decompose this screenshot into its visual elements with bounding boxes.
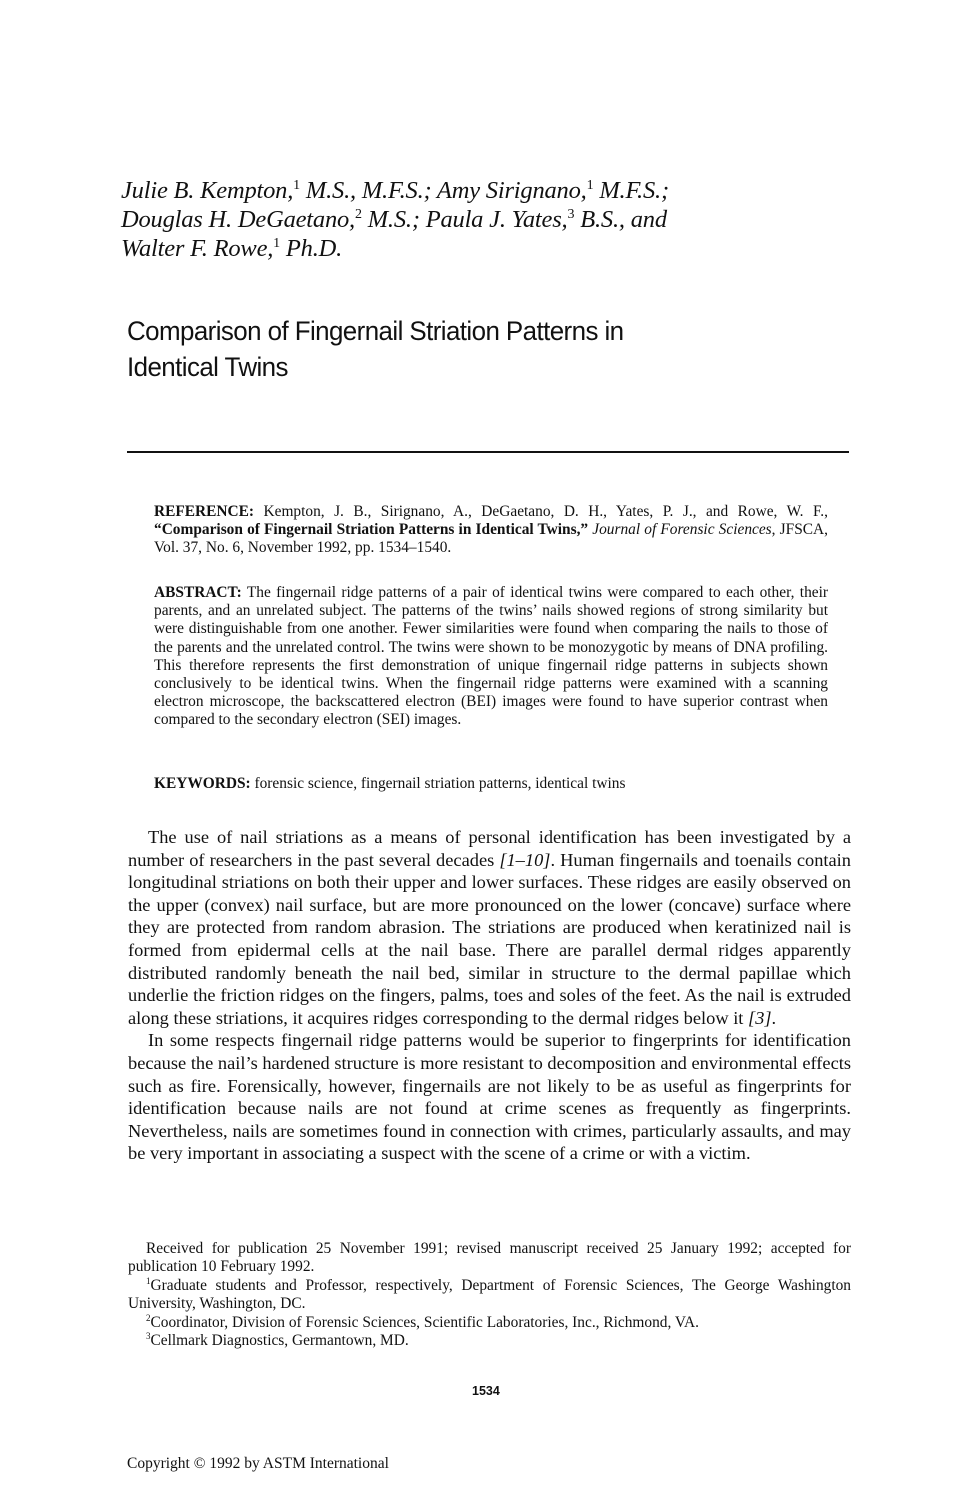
keywords-block: [154, 775, 828, 793]
body-text: [128, 826, 851, 1165]
reference-journal: Journal of Forensic Sciences: [588, 521, 772, 539]
citation: [3]: [748, 1007, 772, 1028]
paper-title: Comparison of Fingernail Striation Patterns in Identical Twins: [127, 316, 624, 382]
title-divider: [127, 451, 849, 453]
citation: [1–10]: [499, 849, 551, 870]
footnotes: [128, 1240, 851, 1350]
keywords-label: KEYWORDS:: [154, 775, 251, 792]
author-list: [121, 176, 841, 263]
footnote-3: $^3$Cellmark Diagnostics, Germantown, MD.: [146, 1331, 409, 1350]
page-number: 1534: [472, 1384, 500, 1398]
footnote-2: $^2$Coordinator, Division of Forensic Sciences, Scientific Laboratories, Inc., Richmond, VA.: [146, 1312, 699, 1331]
body-paragraph-2: In some respects fingernail ridge patterns would be superior to fingerprints for identification because the nail’s hardened structure is more resistant to decomposition and environmental effects such as fire. Forensically, however, fingernails are not likely to be as useful as fingerprints for identification because nails are not found at crime scenes as frequently as fingerprints. Nevertheless, nails are sometimes found in connection with crimes, particularly assaults, and may be very important in associating a suspect with the scene of a crime or with a victim.: [128, 1030, 851, 1164]
abstract-text: The fingernail ridge patterns of a pair of identical twins were compared to each other, their parents, and an unrelated subject. The patterns of the twins’ nails showed regions of strong similarity but were distinguishable from one another. Fewer similarities were found when comparing the nails to those of the parents and the unrelated control. The twins were shown to be monozygotic by means of DNA profiling. This therefore represents the first demonstration of unique fingernail ridge patterns in subjects shown conclusively to be identical twins. When the fingernail ridge patterns were examined with a scanning electron microscope, the backscattered electron (BEI) images were found to have superior contrast when compared to the secondary electron (SEI) images.: [154, 584, 828, 729]
abstract-label: ABSTRACT:: [154, 584, 242, 601]
abstract-block: [154, 584, 828, 730]
author-line-3: Walter F. Rowe,$^1$ Ph.D.: [121, 235, 343, 262]
reference-block: REFERENCE: Kempton, J. B., Sirignano, A., DeGaetano, D. H., Yates, P. J., and Rowe, W. F., “Comparison of Fingernail Striation Patterns in Identical Twins,” Journal of Forensic Sciences, JFSCA, Vol. 37, No. 6, November 1992, pp. 1534–1540.: [154, 503, 828, 557]
copyright-notice: Copyright © 1992 by ASTM International: [127, 1455, 389, 1472]
footnote-1: $^1$Graduate students and Professor, respectively, Department of Forensic Sciences, The George Washington University, Washington, DC.: [128, 1275, 851, 1313]
author-line-2: Douglas H. DeGaetano,$^2$ M.S.; Paula J. Yates,$^3$ B.S., and: [121, 206, 667, 233]
reference-label: REFERENCE:: [154, 503, 255, 520]
body-paragraph-1: The use of nail striations as a means of personal identification has been investigated by a number of researchers in the past several decades [1–10]. Human fingernails and toenails contain longitudinal striations on both their upper and lower surfaces. These ridges are easily observed on the upper (convex) nail surface, but are more pronounced on the lower (concave) surface where they are protected from random abrasion. The striations are produced when keratinized nail is formed from epidermal cells at the nail base. There are parallel dermal ridges apparently distributed randomly beneath the nail bed, similar in structure to the dermal papillae which underlie the friction ridges on the fingers, palms, toes and soles of the feet. As the nail is extruded along these striations, it acquires ridges corresponding to the dermal ridges below it [3].: [128, 827, 851, 1028]
received-note: Received for publication 25 November 1991; revised manuscript received 25 January 1992; accepted for publication 10 February 1992.: [128, 1240, 851, 1276]
reference-article-title: “Comparison of Fingernail Striation Patterns in Identical Twins,”: [154, 521, 589, 539]
keywords-text: forensic science, fingernail striation patterns, identical twins: [250, 775, 626, 792]
author-line-1: Julie B. Kempton,$^1$ M.S., M.F.S.; Amy Sirignano,$^1$ M.F.S.;: [121, 177, 669, 204]
